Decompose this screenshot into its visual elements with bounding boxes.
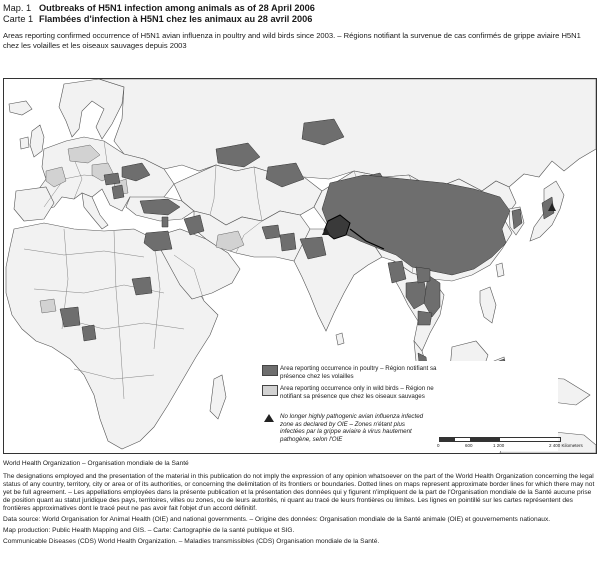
legend-label-wild-birds: Area reporting occurrence only in wild birds – Région ne notifiant sa présence que chez les oiseaux sauvages — [280, 385, 434, 400]
map-subtitle: Areas reporting confirmed occurrence of H5N1 avian influenza in poultry and wild birds since 2003. – Régions notifiant la survenue de cas confirmés de grippe aviaire H5N1 chez les volailles et les oiseaux sauvages depuis 2003 — [3, 31, 581, 50]
footer-cds: Communicable Diseases (CDS) World Health Organization. – Maladies transmissibles (CDS) Organisation mondiale de la Santé. — [3, 538, 380, 545]
scale-tick-600: 600 — [465, 443, 473, 448]
footer-data-source: Data source: World Organisation for Animal Health (OIE) and national governments. – Origine des données: Organisation mondiale de la Santé animale (OIE) et gouvernements nationaux. — [3, 516, 551, 523]
title-french-text: Flambées d'infection à H5N1 chez les animaux au 28 avril 2006 — [39, 14, 313, 24]
footer — [3, 460, 597, 549]
footer-org: World Health Organization – Organisation mondiale de la Santé — [3, 460, 189, 467]
scale-bar — [439, 435, 594, 451]
scale-tick-1200: 1 200 — [493, 443, 505, 448]
title-english-text: Outbreaks of H5N1 infection among animals as of 28 April 2006 — [39, 3, 315, 13]
scale-tick-0: 0 — [437, 443, 440, 448]
title-french-label: Carte 1 — [3, 14, 34, 24]
title-french — [3, 14, 597, 25]
legend-label-poultry: Area reporting occurrence in poultry – Région notifiant sa présence chez les volailles — [280, 365, 437, 380]
poultry-area-israel — [162, 217, 168, 227]
poultry-area-cameroon — [82, 325, 96, 341]
wild-area-africa-west — [40, 299, 56, 313]
footer-map-production: Map production: Public Health Mapping and GIS. – Carte: Cartographie de la santé publique et SIG. — [3, 527, 295, 534]
title-english — [3, 3, 597, 14]
map-title — [3, 3, 597, 25]
footer-disclaimer: The designations employed and the presentation of the material in this publication do not imply the expression of any opinion whatsoever on the part of the World Health Organization concerning the legal status of any country, territory, city or area or of its authorities, or concerning the delimitation of its frontiers or boundaries. Dotted lines on maps represent approximate border lines for which there may not yet be full agreement. – Les appellations employées dans la présente publication et la présentation des données qui y figurent n'impliquent de la part de l'Organisation mondiale de la Santé aucune prise de position quant au statut juridique des pays, territoires, villes ou zones, ou de leurs autorités, ni quant au tracé de leurs frontières ou limites. Les lignes en pointillé sur les cartes représentent des frontières approximatives dont le tracé peut ne pas avoir fait l'objet d'un accord définitif. — [3, 473, 595, 512]
land-ireland — [20, 137, 29, 149]
map-area — [3, 78, 597, 454]
poultry-area-romania — [104, 173, 120, 185]
legend-label-no-longer-infected: No longer highly pathogenic avian influenza infected zone as declared by OIE – Zones n'étant plus infectées par la grippe aviaire à virus hautement pathogène, selon l'OIE — [280, 413, 424, 443]
legend-swatch-poultry — [262, 365, 278, 376]
poultry-area-laos — [416, 267, 430, 283]
poultry-area-balkans — [112, 185, 124, 199]
title-english-label: Map. 1 — [3, 3, 32, 13]
legend-triangle-icon — [262, 413, 276, 423]
legend-swatch-wild-birds — [262, 385, 278, 396]
poultry-area-pakistan — [280, 233, 296, 251]
scale-tick-2400: 2 400 Kilometers — [549, 443, 583, 448]
poultry-area-cambodia — [418, 311, 432, 325]
